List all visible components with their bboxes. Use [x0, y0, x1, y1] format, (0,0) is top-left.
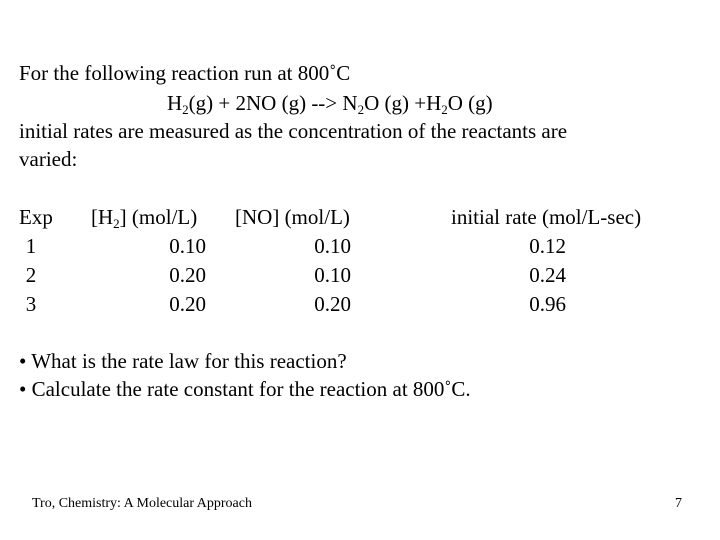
row-1-rate: 0.12	[529, 234, 566, 258]
intro-line-3: initial rates are measured as the concentration of the reactants are	[19, 119, 568, 143]
row-1-h2: 0.10	[169, 234, 206, 258]
footer-source: Tro, Chemistry: A Molecular Approach	[32, 496, 252, 511]
reaction-subscript: 2	[357, 102, 365, 117]
header-h2-pre: [H	[91, 205, 114, 229]
header-rate: initial rate (mol/L-sec)	[451, 205, 642, 229]
row-1-exp: 1	[25, 234, 37, 258]
row-2-no: 0.10	[314, 263, 351, 287]
row-2-rate: 0.24	[529, 263, 566, 287]
reaction-part: H	[167, 91, 183, 115]
reaction-equation	[167, 90, 493, 116]
row-3-no: 0.20	[314, 292, 351, 316]
question-2: • Calculate the rate constant for the reaction at 800˚C.	[19, 377, 471, 401]
row-1-no: 0.10	[314, 234, 351, 258]
intro-line-1: For the following reaction run at 800˚C	[19, 61, 351, 85]
reaction-part: O (g) +H	[364, 91, 442, 115]
header-h2-subscript: 2	[113, 216, 120, 231]
reaction-subscript: 2	[441, 102, 448, 117]
question-1: • What is the rate law for this reaction?	[19, 349, 347, 373]
row-2-exp: 2	[25, 263, 37, 287]
row-3-exp: 3	[25, 292, 37, 316]
page-number: 7	[675, 496, 682, 511]
header-h2	[91, 204, 197, 230]
reaction-part: O (g)	[447, 91, 493, 115]
header-h2-post: ] (mol/L)	[119, 205, 198, 229]
header-no: [NO] (mol/L)	[235, 205, 350, 229]
intro-line-4: varied:	[19, 147, 78, 171]
header-exp: Exp	[19, 205, 53, 229]
row-3-rate: 0.96	[529, 292, 566, 316]
row-2-h2: 0.20	[169, 263, 206, 287]
reaction-subscript: 2	[182, 102, 189, 117]
reaction-part: (g) + 2NO (g) --> N	[188, 91, 358, 115]
row-3-h2: 0.20	[169, 292, 206, 316]
